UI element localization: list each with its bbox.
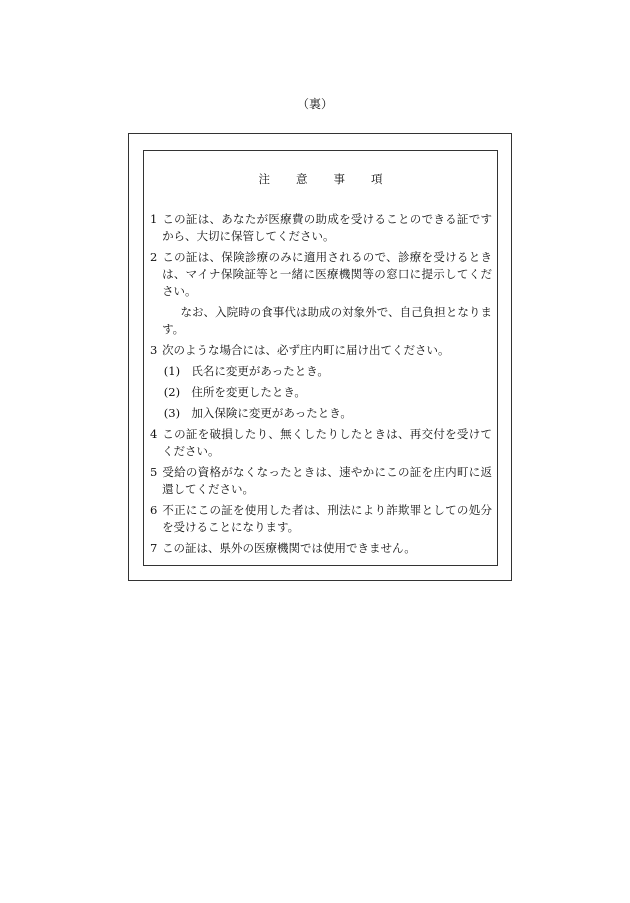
item-number: 2 <box>150 250 158 264</box>
item-text: 次のような場合には、必ず庄内町に届け出てください。 <box>162 343 450 357</box>
subitem-number: (1) <box>163 364 181 378</box>
item-number: 4 <box>150 427 158 441</box>
notice-subitem <box>150 363 492 380</box>
notice-item <box>150 249 492 300</box>
item-number: 3 <box>150 343 158 357</box>
back-side-label: （裏） <box>296 97 333 111</box>
notice-item <box>150 211 492 245</box>
notice-frame <box>143 150 498 566</box>
notice-item <box>150 464 492 498</box>
title-char: 項 <box>371 172 383 186</box>
notice-subitem <box>150 405 492 422</box>
item-text: この証は、県外の医療機関では使用できません。 <box>162 541 416 555</box>
title-char: 意 <box>296 172 308 186</box>
item-number: 7 <box>150 541 158 555</box>
subitem-text: 氏名に変更があったとき。 <box>191 364 329 378</box>
subitem-number: (2) <box>163 385 181 399</box>
item-text: この証を破損したり、無くしたりしたときは、再交付を受けてください。 <box>162 427 492 458</box>
notice-item <box>150 342 492 359</box>
item-text: 不正にこの証を使用した者は、刑法により詐欺罪としての処分を受けることになります。 <box>162 503 492 534</box>
title-char: 事 <box>333 172 345 186</box>
subitem-number: (3) <box>163 406 181 420</box>
notice-item <box>150 540 492 557</box>
title-char: 注 <box>258 172 270 186</box>
notice-note: なお、入院時の食事代は助成の対象外で、自己負担となります。 <box>162 305 492 336</box>
item-text: この証は、あなたが医療費の助成を受けることのできる証ですから、大切に保管してください。 <box>162 212 492 243</box>
notice-subitem <box>150 384 492 401</box>
notice-title <box>144 171 497 187</box>
item-text: この証は、保険診療のみに適用されるので、診療を受けるときは、マイナ保険証等と一緒に医療機関等の窓口に提示してください。 <box>162 250 492 298</box>
notice-item <box>150 502 492 536</box>
item-text: 受給の資格がなくなったときは、速やかにこの証を庄内町に返還してください。 <box>162 465 492 496</box>
item-number: 5 <box>150 465 158 479</box>
subitem-text: 住所を変更したとき。 <box>191 385 306 399</box>
subitem-text: 加入保険に変更があったとき。 <box>191 406 352 420</box>
item-number: 1 <box>150 212 158 226</box>
notice-item <box>150 426 492 460</box>
notice-list <box>150 211 492 561</box>
item-number: 6 <box>150 503 158 517</box>
